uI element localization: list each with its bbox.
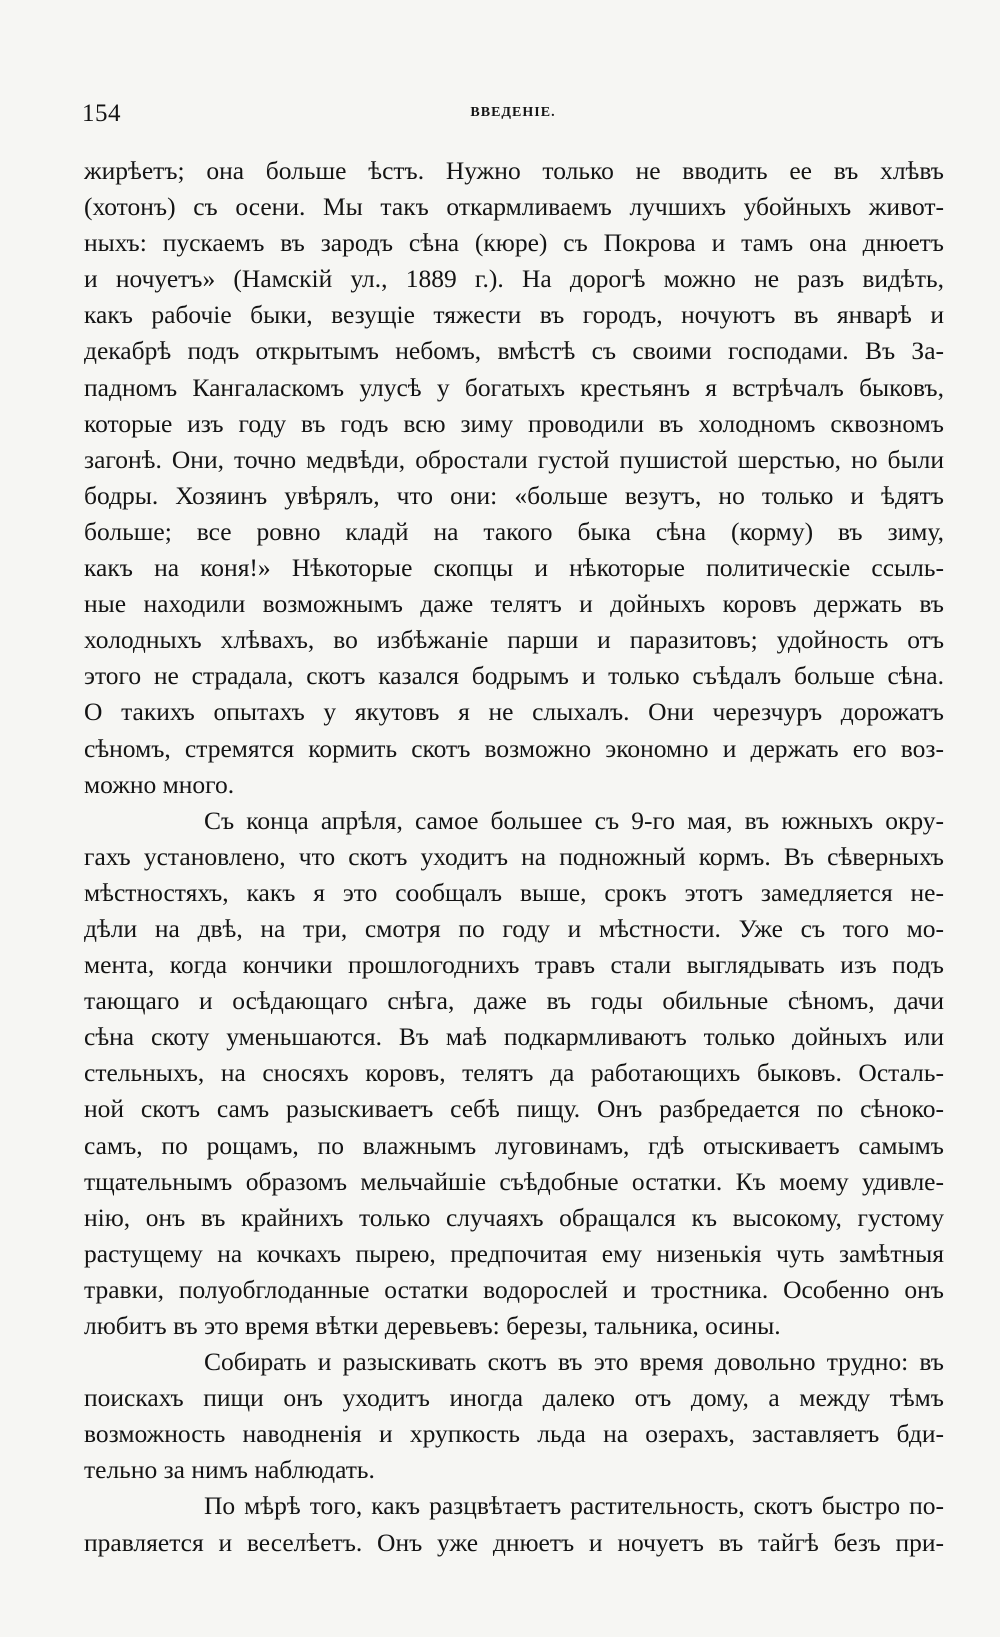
text-line: сѣна скоту уменьшаются. Въ маѣ подкармливаютъ только дойныхъ или (84, 1022, 944, 1052)
text-line: мѣстностяхъ, какъ я это сообщалъ выше, срокъ этотъ замедляется не- (84, 877, 944, 907)
text-line: какъ на коня!» Нѣкоторые скопцы и нѣкоторые политическіе ссыль- (84, 553, 944, 583)
text-line: падномъ Кангаласкомъ улусѣ у богатыхъ крестьянъ я встрѣчалъ быковъ, (84, 372, 944, 402)
text-line: сѣномъ, стремятся кормить скотъ возможно экономно и держать его воз- (84, 733, 944, 763)
text-line: правляется и веселѣетъ. Онъ уже днюетъ и ночуетъ въ тайгѣ безъ при- (84, 1527, 944, 1557)
page-header (82, 100, 944, 132)
running-head: ВВЕДЕНІЕ. (470, 105, 556, 120)
text-line: холодныхъ хлѣвахъ, во избѣжаніе парши и паразитовъ; удойность отъ (84, 625, 944, 655)
page-body (84, 153, 944, 1561)
text-line: этого не страдала, скотъ казался бодрымъ и только съѣдалъ больше сѣна. (84, 661, 944, 691)
text-line: загонѣ. Они, точно медвѣди, обростали густой пушистой шерстью, но были (84, 444, 944, 474)
text-line: ные находили возможнымъ даже телятъ и дойныхъ коровъ держать въ (84, 589, 944, 619)
text-line: которые изъ году въ годъ всю зиму проводили въ холодномъ сквозномъ (84, 408, 944, 438)
paragraph-4 (84, 1488, 944, 1560)
paragraph-1 (84, 153, 944, 803)
text-line: самъ, по рощамъ, по влажнымъ луговинамъ, гдѣ отыскиваетъ самымъ (84, 1130, 944, 1160)
text-line: тающаго и осѣдающаго снѣга, даже въ годы обильные сѣномъ, дачи (84, 986, 944, 1016)
text-line: дѣли на двѣ, на три, смотря по году и мѣстности. Уже съ того мо- (84, 913, 944, 943)
text-line: декабрѣ подъ открытымъ небомъ, вмѣстѣ съ своими господами. Въ За- (84, 336, 944, 366)
text-line: поискахъ пищи онъ уходитъ иногда далеко отъ дому, а между тѣмъ (84, 1383, 944, 1413)
text-line: и ночуетъ» (Намскій ул., 1889 г.). На дорогѣ можно не разъ видѣть, (84, 264, 944, 294)
text-line: какъ рабочіе быки, везущіе тяжести въ городъ, ночуютъ въ январѣ и (84, 300, 944, 330)
text-line: жирѣетъ; она больше ѣстъ. Нужно только не вводить ее въ хлѣвъ (84, 156, 944, 185)
text-line: тщательнымъ образомъ мельчайшіе съѣдобные остатки. Къ моему удивле- (84, 1166, 944, 1196)
text-line: (хотонъ) съ осени. Мы такъ откармливаемъ лучшихъ убойныхъ живот- (84, 192, 944, 222)
text-line: мента, когда кончики прошлогоднихъ травъ стали выглядывать изъ подъ (84, 950, 944, 980)
text-line: Съ конца апрѣля, самое большее съ 9-го мая, въ южныхъ окру- (204, 805, 944, 835)
text-line: ной скотъ самъ разыскиваетъ себѣ пищу. Онъ разбредается по сѣноко- (84, 1094, 944, 1124)
text-line: растущему на кочкахъ пырею, предпочитая ему низенькія чуть замѣтныя (84, 1238, 944, 1268)
paragraph-3 (84, 1344, 944, 1488)
paragraph-2 (84, 803, 944, 1344)
text-line: тельно за нимъ наблюдать. (84, 1455, 375, 1485)
text-line: травки, полуобглоданные остатки водорослей и тростника. Особенно онъ (84, 1274, 944, 1304)
text-line: любитъ въ это время вѣтки деревьевъ: березы, тальника, осины. (84, 1311, 781, 1340)
text-line: бодры. Хозяинъ увѣрялъ, что они: «больше везутъ, но только и ѣдятъ (84, 480, 944, 510)
text-line: Собирать и разыскивать скотъ въ это время довольно трудно: въ (204, 1347, 944, 1377)
text-line: ныхъ: пускаемъ въ зародъ сѣна (кюре) съ Покрова и тамъ она днюетъ (84, 228, 944, 258)
text-line: нію, онъ въ крайнихъ только случаяхъ обращался къ высокому, густому (84, 1202, 944, 1232)
text-line: По мѣрѣ того, какъ разцвѣтаетъ растительность, скотъ быстро по- (204, 1491, 944, 1521)
text-line: больше; все ровно кладй на такого быка сѣна (корму) въ зиму, (84, 516, 944, 546)
text-line: стельныхъ, на сносяхъ коровъ, телятъ да работающихъ быковъ. Осталь- (84, 1058, 944, 1088)
text-line: О такихъ опытахъ у якутовъ я не слыхалъ. Они черезчуръ дорожатъ (84, 697, 944, 727)
page-number: 154 (82, 100, 121, 127)
text-line: гахъ установлено, что скотъ уходитъ на подножный кормъ. Въ сѣверныхъ (84, 841, 944, 871)
text-line: возможность наводненія и хрупкость льда на озерахъ, заставляетъ бди- (84, 1419, 944, 1449)
text-line: можно много. (84, 769, 235, 799)
